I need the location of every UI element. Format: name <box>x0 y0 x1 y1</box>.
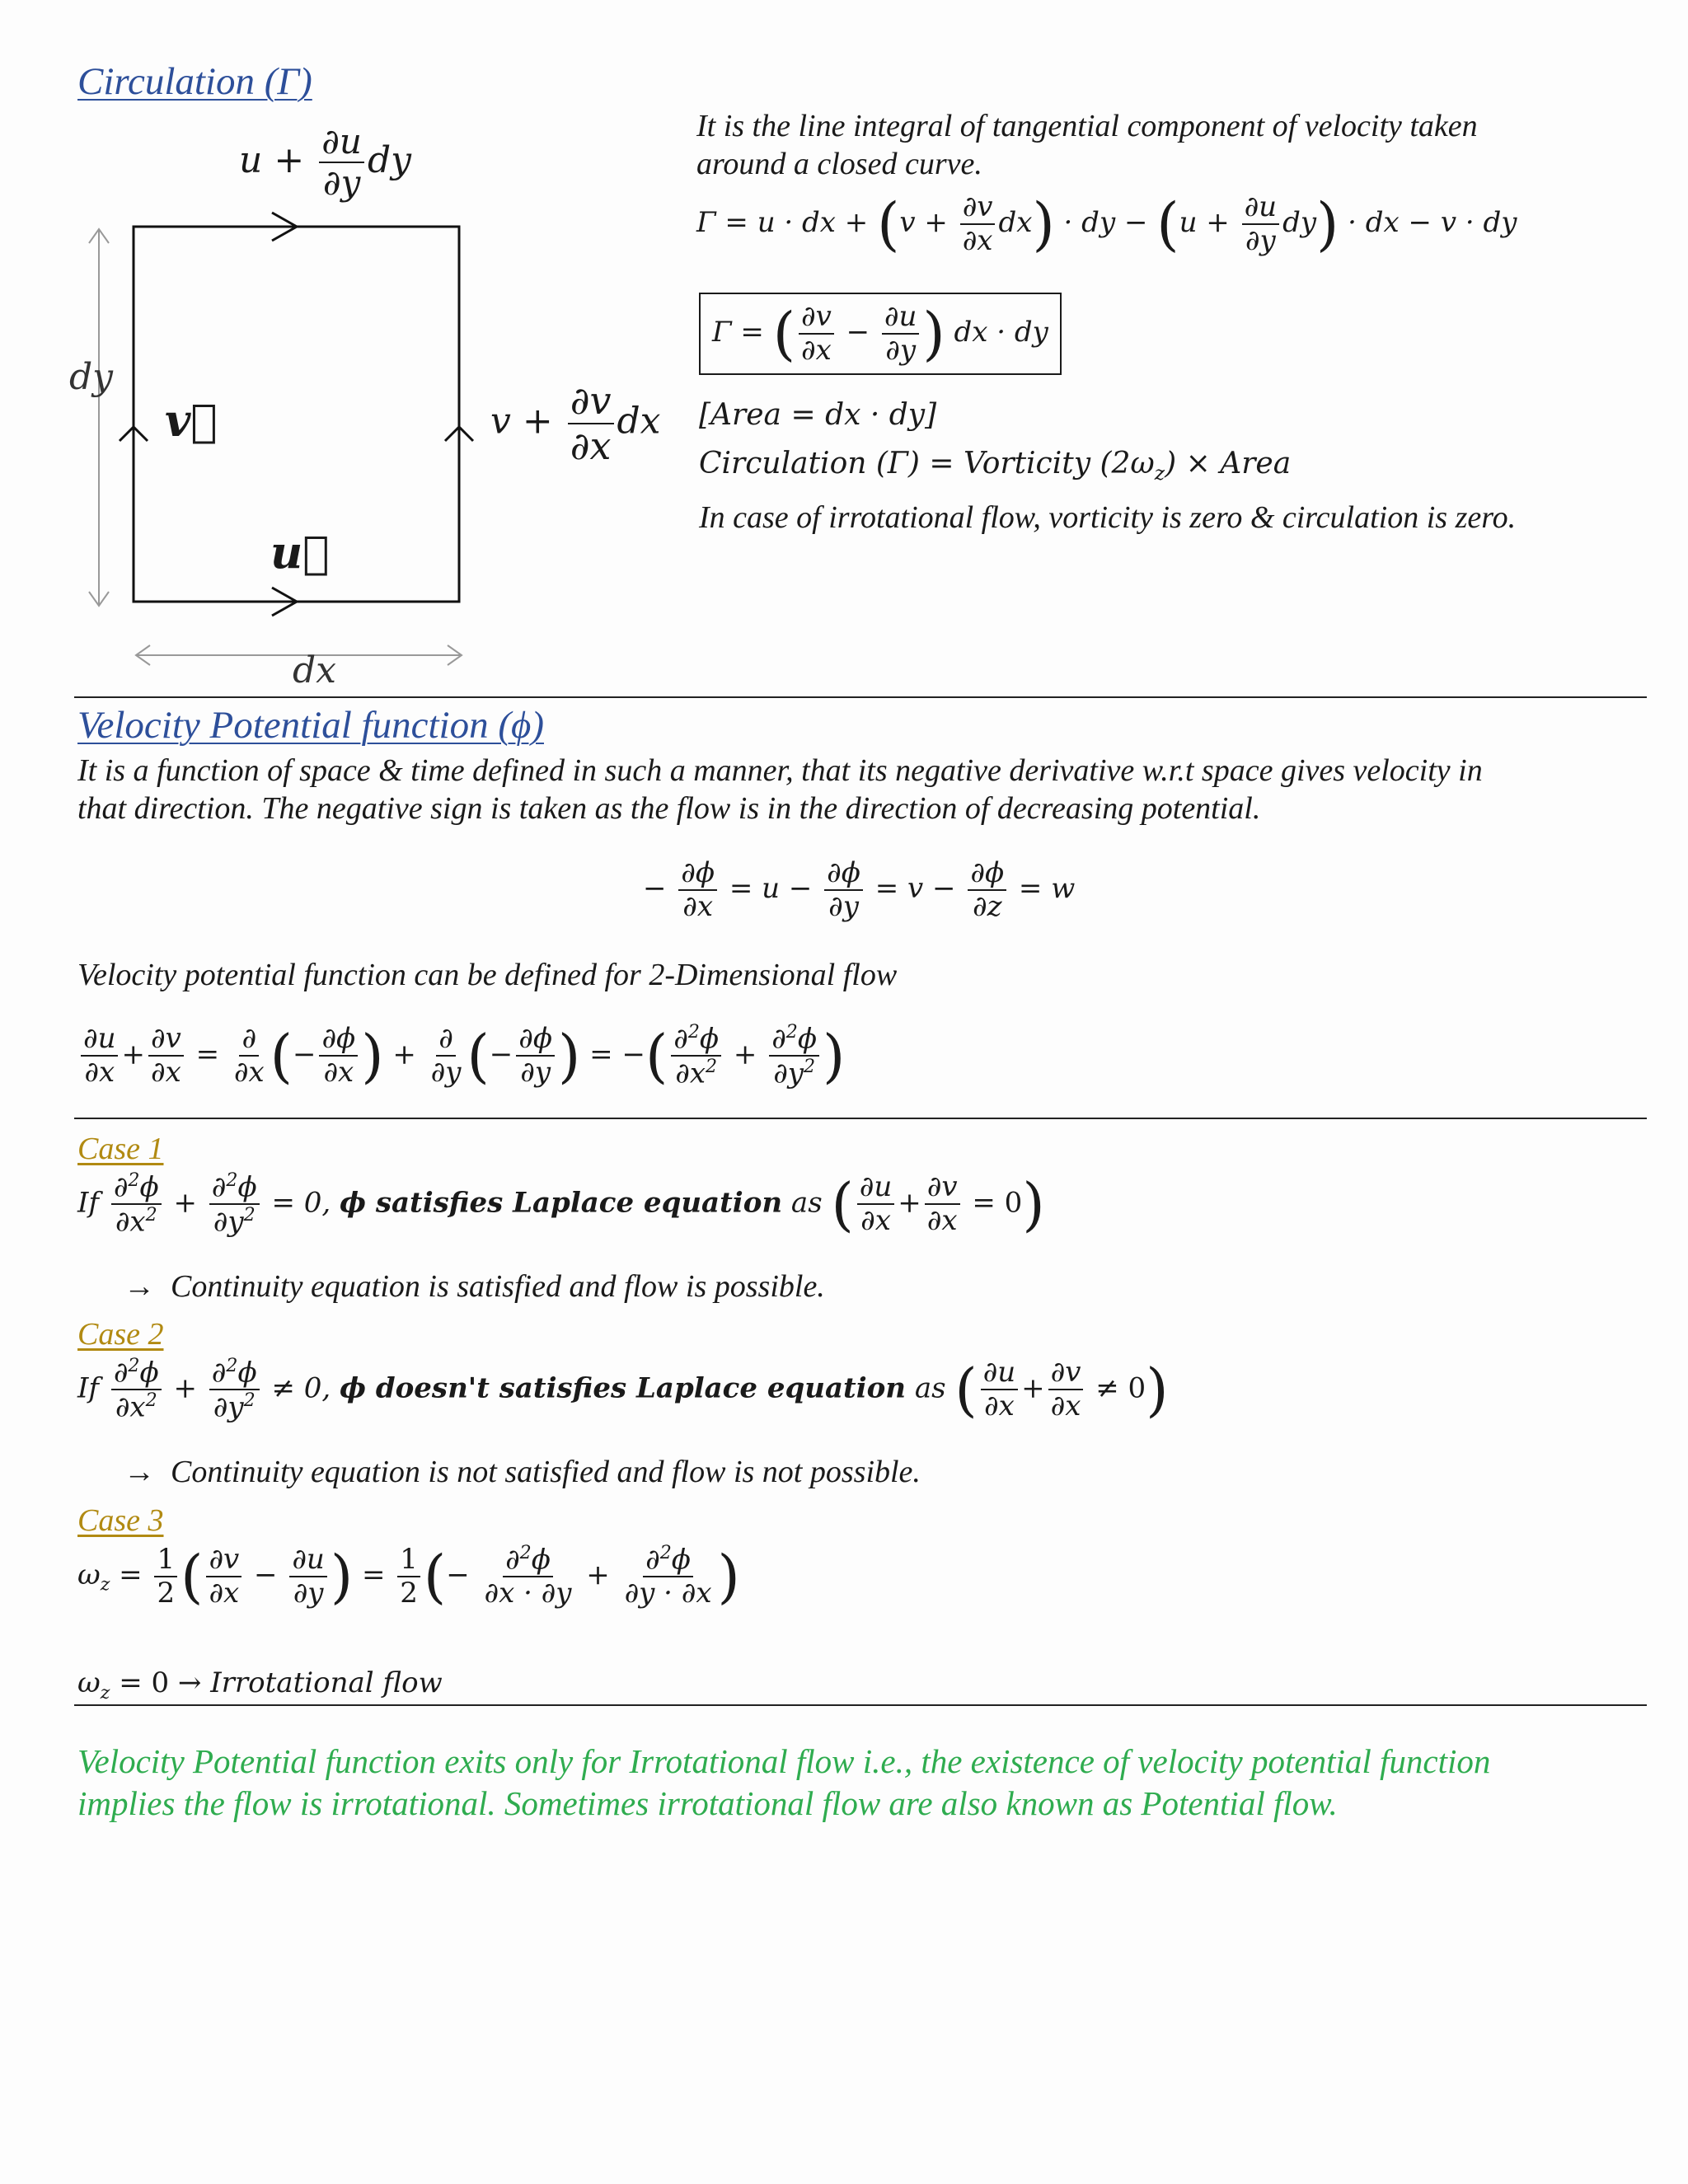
case-2-result: → Continuity equation is not satisfied and flow is not possible. <box>124 1455 921 1489</box>
dx-label: dx <box>293 649 336 691</box>
circulation-vorticity-relation: Circulation (Γ) = Vorticity $(2\omega_z)$ × Area <box>699 447 1292 485</box>
case-2-label: Case 2 <box>77 1317 164 1352</box>
u-vector-label: u⃗ <box>270 526 330 579</box>
case-3-vorticity: $\omega_z$ = $\frac{1}{2}$ ( $\frac{\partial v}{\partial x}$ − $\frac{\partial u}{\partial y}$ ) = $\frac{1}{2}$ (− $\frac{\partial^2\phi}{\partial x \cdot \partial y}$ + $\frac{\partial^2\phi}{\partial y \cdot \partial x}$ ) <box>77 1542 740 1610</box>
case-1-label: Case 1 <box>77 1132 164 1166</box>
divider-1 <box>74 696 1647 698</box>
irrotational-condition: $\omega_z = 0$ → Irrotational flow <box>77 1666 443 1704</box>
circulation-result-box: Γ = ( $\frac{\partial v}{\partial x}$ − $\frac{\partial u}{\partial y}$ ) dx · dy <box>699 293 1062 375</box>
v-vector-label: v⃗ <box>165 394 218 447</box>
divider-2 <box>74 1118 1647 1119</box>
case-1-result: → Continuity equation is satisfied and flow is possible. <box>124 1269 825 1304</box>
top-edge-label: u + $\frac{\partial u}{\partial y}$ dy <box>239 121 412 204</box>
velocity-potential-heading: Velocity Potential function (ϕ) <box>77 704 544 747</box>
velocity-potential-definition: It is a function of space & time defined in such a manner, that its negative derivative w.r.t space gives velocity in that direction. The negative sign is taken as the flow is in the direction of decreasing potential. <box>77 753 1483 826</box>
dy-label: dy <box>69 356 114 398</box>
continuity-expansion: $\frac{\partial u}{\partial x}$ + $\frac{\partial v}{\partial x}$ = $\frac{\partial}{\partial x}$ (− $\frac{\partial\phi}{\partial x}$ ) + $\frac{\partial}{\partial y}$ (− $\frac{\partial\phi}{\partial y}$ ) = −( $\frac{\partial^2\phi}{\partial x^2}$ + $\frac{\partial^2\phi}{\partial y^2}$ ) <box>77 1022 845 1090</box>
velocity-components-equation: − $\frac{\partial\phi}{\partial x}$ = u − $\frac{\partial\phi}{\partial y}$ = v − $\frac{\partial\phi}{\partial z}$ = w <box>643 856 1076 924</box>
case-2-condition: If $\frac{\partial^2\phi}{\partial x^2}$ + $\frac{\partial^2\phi}{\partial y^2}$ ≠ 0, ϕ doesn't satisfies Laplace equation as ( $\frac{\partial u}{\partial x}$ + $\frac{\partial v}{\partial x}$ ≠ 0) <box>77 1355 1169 1424</box>
circulation-expansion: Γ = u · dx + (v + $\frac{\partial v}{\partial x}$ dx) · dy − (u + $\frac{\partial u}{\partial y}$ dy) · dx − v · dy <box>696 190 1517 259</box>
two-d-note: Velocity potential function can be defined for 2-Dimensional flow <box>77 958 898 992</box>
case-3-label: Case 3 <box>77 1503 164 1538</box>
conclusion-text: Velocity Potential function exits only for Irrotational flow i.e., the existence of velocity potential function implies the flow is irrotational. Sometimes irrotational flow are also known as Potential flow. <box>77 1742 1491 1822</box>
area-note: [Area = dx · dy] <box>699 398 937 432</box>
circulation-heading: Circulation (Γ) <box>77 60 312 103</box>
right-edge-label: v + $\frac{\partial v}{\partial x}$ dx <box>490 378 661 468</box>
divider-3 <box>74 1704 1647 1706</box>
irrotational-note: In case of irrotational flow, vorticity is zero & circulation is zero. <box>699 500 1517 535</box>
case-1-condition: If $\frac{\partial^2\phi}{\partial x^2}$ + $\frac{\partial^2\phi}{\partial y^2}$ = 0, ϕ satisfies Laplace equation as ( $\frac{\partial u}{\partial x}$ + $\frac{\partial v}{\partial x}$ = 0) <box>77 1169 1045 1239</box>
circulation-definition: It is the line integral of tangential component of velocity taken around a closed curve. <box>696 109 1478 181</box>
